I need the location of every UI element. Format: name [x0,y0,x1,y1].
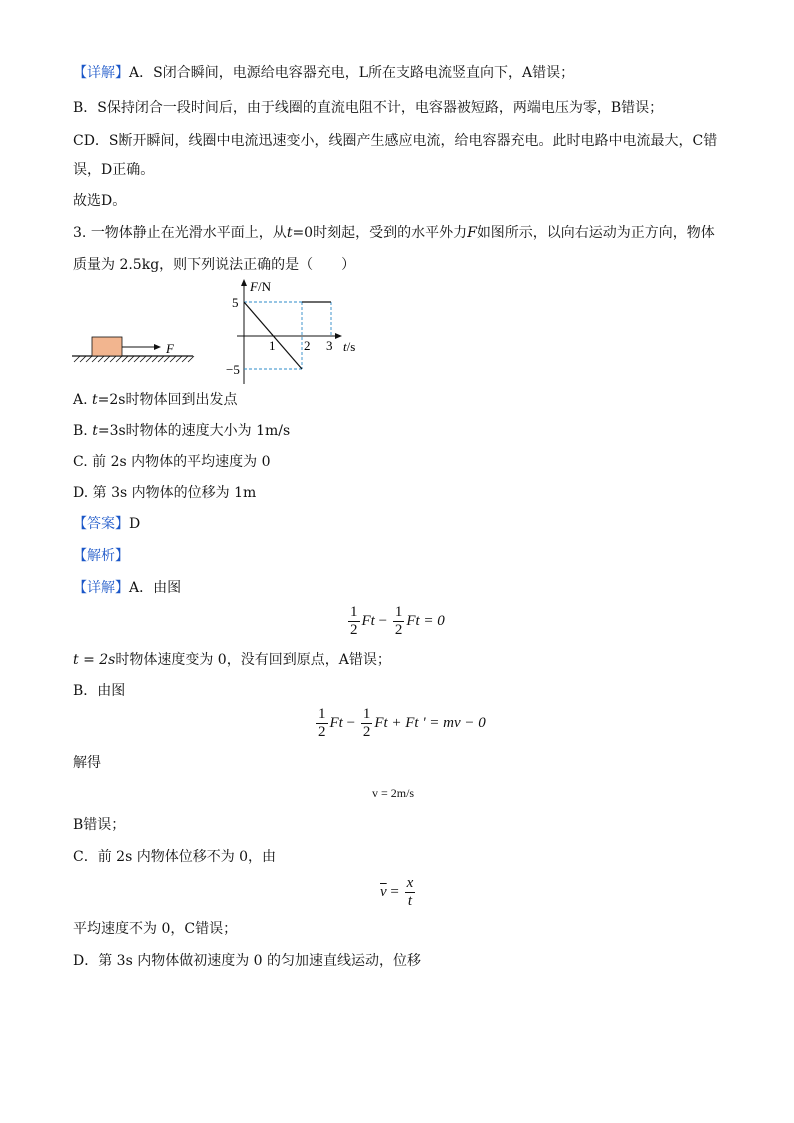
d-intro-line: D．第 3s 内物体做初速度为 0 的匀加速直线运动，位移 [73,953,422,969]
option-c[interactable]: C. 前 2s 内物体的平均速度为 0 [73,454,271,470]
question-stem-line1: 3. 一物体静止在光滑水平面上，从t=0时刻起，受到的水平外力F如图所示，以向右运动为正方向，物体 [73,225,715,241]
question-stem-line2: 质量为 2.5kg，则下列说法正确的是（ ） [73,257,356,273]
b-result-line: B错误； [73,817,126,833]
c-intro-line: C．前 2s 内物体位移不为 0，由 [73,849,277,865]
y-tick-5: 5 [232,295,239,310]
answer-tag: 【答案】 [73,516,129,532]
answer-line [73,514,140,534]
force-arrow [122,344,161,350]
detail-a-line: 【详解】A．由图 [73,580,182,596]
prev-solution-line4: 误，D正确。 [73,162,155,178]
equation-4: $\overline{v}$ = $\frac{x}{t}$ [380,875,414,909]
x-tick-3: 3 [326,338,333,353]
equation-3: v = 2m/s [372,786,415,800]
option-a[interactable]: A. t=2s时物体回到出发点 [73,392,238,408]
prev-solution-line3: CD．S断开瞬间，线圈中电流迅速变小，线圈产生感应电流，给电容器充电。此时电路中电流最大，C错 [73,133,718,149]
prev-line1-text: A．S闭合瞬间，电源给电容器充电，L所在支路电流竖直向下，A错误； [129,65,575,81]
prev-solution-line1 [73,63,574,83]
graph-axes [237,279,342,384]
prev-solution-line5: 故选D。 [73,193,127,209]
x-tick-1: 1 [269,338,276,353]
equation-2: $\frac{1}{2}$ Ft − $\frac{1}{2}$ Ft + Ft ' = mv − 0 [318,706,486,740]
equation-1: $\frac{1}{2}$ Ft − $\frac{1}{2}$ Ft = 0 [350,604,445,638]
question-number: 3. [73,225,87,241]
prev-solution-line2: B．S保持闭合一段时间后，由于线圈的直流电阻不计，电容器被短路，两端电压为零，B错误； [73,100,664,116]
force-label: F [166,341,174,356]
solve-label: 解得 [73,755,101,771]
x-axis-label: t/s [343,339,356,354]
option-b[interactable]: B. t=3s时物体的速度大小为 1m/s [73,423,291,439]
c-result-line: 平均速度不为 0，C错误； [73,921,238,937]
answer-value: D [129,516,141,532]
ground-surface [72,356,194,362]
y-axis-label: F/N [250,279,271,294]
block [92,337,122,356]
b-intro-line: B．由图 [73,683,126,699]
option-d[interactable]: D. 第 3s 内物体的位移为 1m [73,485,257,501]
detail-tag: 【详解】 [73,65,129,81]
y-tick-neg5: −5 [226,362,240,377]
x-tick-2: 2 [304,338,311,353]
a-result-line: t = 2s时物体速度变为 0，没有回到原点，A错误； [73,652,391,668]
analysis-tag: 【解析】 [73,548,129,564]
question-figure [60,276,380,386]
